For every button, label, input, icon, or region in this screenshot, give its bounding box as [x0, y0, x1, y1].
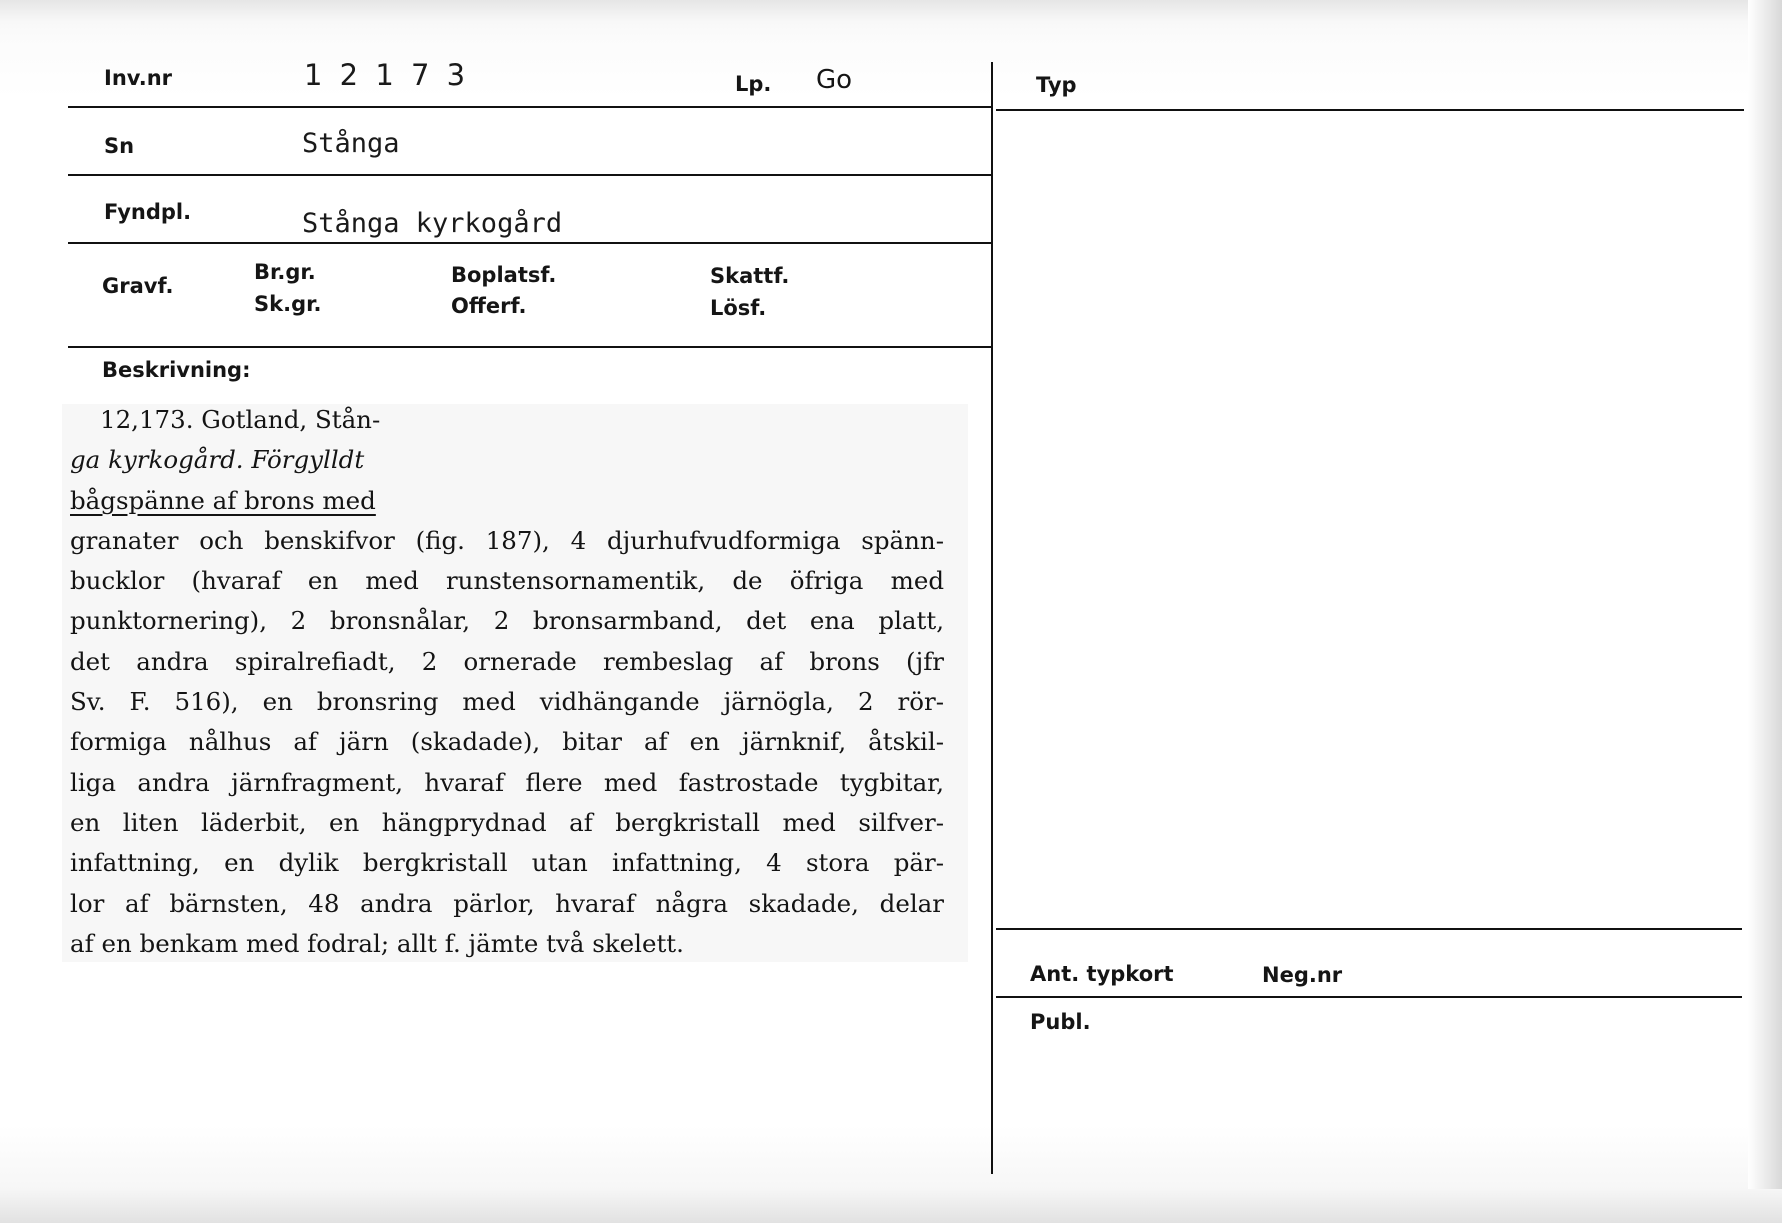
vertical-divider: [991, 62, 993, 1174]
ant-typkort-label: Ant. typkort: [1030, 962, 1174, 986]
clipping-line: infattning, en dylik bergkristall utan infattning, 4 stora pär-: [70, 848, 944, 878]
negnr-label: Neg.nr: [1262, 963, 1343, 987]
clipping-line: det andra spiralrefiadt, 2 ornerade rembeslag af brons (jfr: [70, 646, 944, 676]
skgr-label: Sk.gr.: [254, 292, 322, 316]
sn-value: Stånga: [302, 128, 400, 159]
clipping-line: en liten läderbit, en hängprydnad af bergkristall med silfver-: [70, 807, 944, 837]
fyndpl-label: Fyndpl.: [104, 200, 192, 224]
clipping-line: punktornering), 2 bronsnålar, 2 bronsarmband, det ena platt,: [70, 606, 944, 636]
rule-ant-bottom: [996, 996, 1742, 998]
rule-ant-top: [996, 928, 1742, 930]
clipping-line: formiga nålhus af järn (skadade), bitar af en järnknif, åtskil-: [70, 727, 944, 757]
rule-gravf: [68, 346, 992, 348]
card-right-edge: [1748, 0, 1782, 1223]
fyndpl-value: Stånga kyrkogård: [302, 208, 563, 239]
publ-label: Publ.: [1030, 1010, 1091, 1034]
losf-label: Lösf.: [710, 296, 767, 320]
clipping-line: liga andra järnfragment, hvaraf flere med fastrostade tygbitar,: [70, 767, 944, 797]
sn-label: Sn: [104, 134, 135, 158]
card-bottom-edge: [0, 1189, 1782, 1223]
lp-label: Lp.: [735, 72, 772, 96]
rule-inv: [68, 106, 992, 108]
beskrivning-label: Beskrivning:: [102, 358, 251, 382]
offerf-label: Offerf.: [451, 294, 527, 318]
clipping-line: bucklor (hvaraf en med runstensornamentik, de öfriga med: [70, 566, 944, 596]
inv-value: 1 2 1 7 3: [304, 58, 470, 92]
clipping-text: [70, 400, 944, 964]
clipping-line: bågspänne af brons med: [70, 485, 376, 515]
skattf-label: Skattf.: [710, 264, 790, 288]
lp-value: Go: [816, 65, 853, 95]
brgr-label: Br.gr.: [254, 260, 316, 284]
clipping-line: lor af bärnsten, 48 andra pärlor, hvaraf några skadade, delar: [70, 888, 944, 918]
rule-sn: [68, 174, 992, 176]
clipping-line: af en benkam med fodral; allt f. jämte två skelett.: [70, 928, 684, 958]
clipping-line: ga kyrkogård. Förgylldt: [70, 445, 365, 475]
clipping-line: 12,173. Gotland, Stån-: [100, 405, 381, 434]
rule-typ: [996, 109, 1744, 111]
gravf-label: Gravf.: [102, 274, 174, 298]
clipping-line: granater och benskifvor (fig. 187), 4 djurhufvudformiga spänn-: [70, 525, 944, 555]
rule-fyndpl: [68, 242, 992, 244]
clipping-line: Sv. F. 516), en bronsring med vidhängande järnögla, 2 rör-: [70, 687, 944, 717]
inv-label: Inv.nr: [104, 66, 173, 90]
card-top-edge: [0, 0, 1782, 22]
typ-label: Typ: [1036, 73, 1077, 97]
boplatsf-label: Boplatsf.: [451, 263, 557, 287]
